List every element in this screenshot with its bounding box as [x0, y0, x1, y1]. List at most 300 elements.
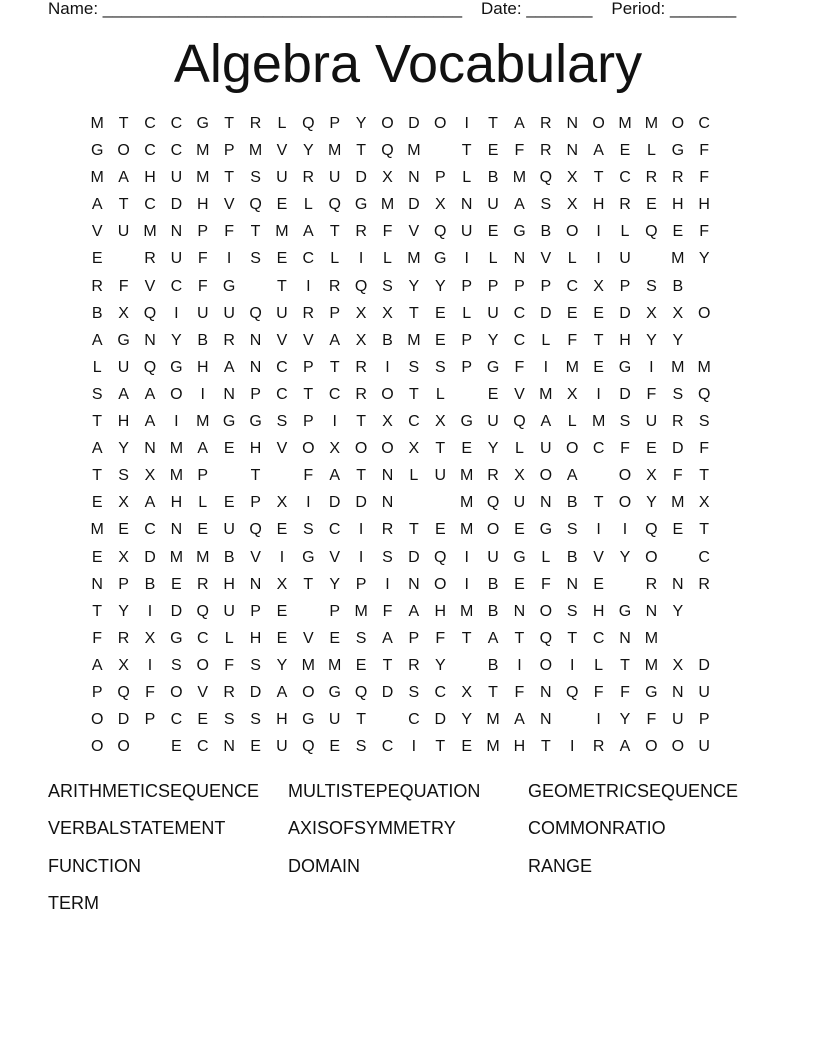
grid-letter[interactable]: O: [592, 115, 605, 132]
grid-letter[interactable]: E: [487, 223, 499, 241]
grid-letter[interactable]: N: [170, 223, 183, 241]
grid-letter[interactable]: T: [435, 738, 446, 756]
grid-letter[interactable]: E: [461, 738, 472, 756]
grid-letter[interactable]: S: [91, 385, 103, 403]
grid-letter[interactable]: F: [118, 277, 129, 295]
grid-letter[interactable]: E: [171, 738, 182, 756]
grid-letter[interactable]: Q: [434, 548, 447, 566]
grid-letter[interactable]: X: [276, 575, 288, 593]
grid-letter[interactable]: N: [460, 196, 473, 214]
grid-letter[interactable]: S: [223, 711, 235, 729]
grid-letter[interactable]: A: [514, 196, 525, 214]
grid-letter[interactable]: T: [567, 629, 578, 647]
grid-letter[interactable]: M: [90, 169, 104, 187]
grid-letter[interactable]: H: [672, 196, 684, 214]
grid-letter[interactable]: V: [302, 331, 314, 349]
grid-letter[interactable]: O: [381, 115, 394, 132]
grid-letter[interactable]: E: [434, 521, 446, 539]
grid-letter[interactable]: I: [147, 656, 153, 674]
grid-letter[interactable]: I: [306, 277, 311, 295]
grid-letter[interactable]: S: [250, 250, 261, 268]
grid-letter[interactable]: F: [197, 250, 208, 268]
grid-letter[interactable]: U: [698, 738, 710, 756]
grid-letter[interactable]: X: [329, 440, 341, 458]
grid-letter[interactable]: R: [487, 467, 499, 485]
grid-letter[interactable]: N: [540, 494, 552, 512]
grid-letter[interactable]: I: [385, 575, 390, 593]
grid-letter[interactable]: Q: [539, 169, 553, 187]
grid-letter[interactable]: Y: [646, 331, 657, 349]
grid-letter[interactable]: X: [355, 304, 367, 322]
grid-letter[interactable]: P: [698, 711, 710, 729]
grid-letter[interactable]: T: [329, 223, 340, 241]
grid-letter[interactable]: [717, 354, 743, 381]
grid-letter[interactable]: [717, 489, 743, 516]
grid-letter[interactable]: I: [570, 656, 575, 674]
grid-letter[interactable]: R: [672, 169, 684, 187]
grid-letter[interactable]: S: [171, 656, 182, 674]
grid-letter[interactable]: T: [461, 142, 472, 160]
grid-letter[interactable]: P: [329, 115, 341, 132]
grid-letter[interactable]: C: [302, 250, 315, 268]
grid-letter[interactable]: B: [540, 223, 552, 241]
grid-letter[interactable]: G: [618, 358, 632, 376]
grid-letter[interactable]: E: [223, 494, 235, 512]
grid-letter[interactable]: T: [593, 331, 604, 349]
grid-letter[interactable]: G: [90, 142, 104, 160]
grid-letter[interactable]: A: [91, 331, 103, 349]
grid-letter[interactable]: Y: [408, 277, 420, 295]
grid-letter[interactable]: H: [698, 196, 710, 214]
grid-letter[interactable]: L: [620, 223, 630, 241]
grid-letter[interactable]: B: [487, 656, 499, 674]
grid-letter[interactable]: [717, 462, 743, 489]
grid-letter[interactable]: D: [355, 494, 367, 512]
grid-letter[interactable]: T: [408, 521, 419, 539]
grid-letter[interactable]: L: [646, 142, 656, 160]
grid-letter[interactable]: R: [355, 223, 367, 241]
grid-letter[interactable]: [295, 598, 321, 625]
grid-letter[interactable]: [717, 571, 743, 598]
grid-letter[interactable]: D: [540, 304, 552, 322]
grid-letter[interactable]: C: [698, 115, 710, 132]
grid-letter[interactable]: T: [514, 629, 525, 647]
grid-letter[interactable]: U: [328, 169, 341, 187]
grid-letter[interactable]: N: [566, 115, 578, 132]
grid-letter[interactable]: A: [408, 602, 420, 620]
grid-letter[interactable]: Y: [118, 602, 129, 620]
grid-letter[interactable]: Q: [513, 413, 526, 431]
grid-letter[interactable]: Y: [487, 440, 499, 458]
grid-letter[interactable]: S: [382, 277, 393, 295]
grid-letter[interactable]: E: [646, 196, 657, 214]
grid-letter[interactable]: O: [618, 467, 632, 485]
grid-letter[interactable]: S: [118, 467, 129, 485]
grid-letter[interactable]: X: [672, 656, 684, 674]
grid-letter[interactable]: V: [593, 548, 604, 566]
grid-letter[interactable]: Q: [249, 304, 262, 322]
grid-letter[interactable]: N: [249, 575, 262, 593]
grid-letter[interactable]: T: [699, 521, 710, 539]
grid-letter[interactable]: G: [645, 683, 658, 701]
grid-letter[interactable]: [691, 273, 717, 300]
grid-letter[interactable]: F: [699, 169, 710, 187]
grid-letter[interactable]: Q: [354, 277, 368, 295]
grid-letter[interactable]: P: [461, 277, 472, 295]
grid-letter[interactable]: D: [144, 548, 156, 566]
grid-letter[interactable]: Y: [118, 440, 129, 458]
grid-letter[interactable]: M: [512, 169, 527, 187]
grid-letter[interactable]: N: [144, 440, 156, 458]
grid-letter[interactable]: F: [92, 629, 103, 647]
grid-letter[interactable]: B: [382, 331, 393, 349]
grid-letter[interactable]: D: [249, 683, 262, 701]
grid-letter[interactable]: N: [513, 602, 526, 620]
grid-letter[interactable]: T: [356, 413, 366, 431]
grid-letter[interactable]: E: [355, 656, 367, 674]
grid-letter[interactable]: B: [487, 575, 499, 593]
grid-letter[interactable]: Q: [117, 683, 130, 701]
grid-letter[interactable]: E: [329, 738, 341, 756]
grid-letter[interactable]: H: [249, 629, 262, 647]
grid-letter[interactable]: G: [434, 250, 447, 268]
grid-letter[interactable]: E: [118, 521, 129, 539]
grid-letter[interactable]: X: [382, 413, 393, 431]
grid-letter[interactable]: E: [276, 629, 288, 647]
grid-letter[interactable]: A: [223, 358, 235, 376]
grid-letter[interactable]: R: [223, 331, 235, 349]
grid-letter[interactable]: M: [486, 711, 500, 729]
grid-letter[interactable]: X: [461, 683, 472, 701]
grid-letter[interactable]: A: [144, 413, 156, 431]
grid-letter[interactable]: M: [169, 548, 184, 566]
grid-letter[interactable]: P: [302, 358, 314, 376]
grid-letter[interactable]: [216, 462, 242, 489]
grid-letter[interactable]: A: [566, 467, 578, 485]
grid-letter[interactable]: X: [118, 548, 129, 566]
grid-letter[interactable]: O: [671, 738, 685, 756]
grid-letter[interactable]: U: [328, 711, 341, 729]
grid-letter[interactable]: U: [487, 548, 499, 566]
grid-letter[interactable]: V: [276, 440, 288, 458]
grid-letter[interactable]: O: [671, 115, 685, 132]
grid-letter[interactable]: M: [618, 115, 632, 132]
grid-letter[interactable]: I: [332, 413, 337, 431]
grid-letter[interactable]: I: [358, 250, 364, 268]
grid-letter[interactable]: T: [408, 304, 419, 322]
grid-letter[interactable]: [374, 706, 400, 733]
grid-letter[interactable]: P: [487, 277, 499, 295]
grid-letter[interactable]: L: [224, 629, 234, 647]
grid-letter[interactable]: V: [302, 629, 314, 647]
grid-letter[interactable]: [717, 435, 743, 462]
grid-letter[interactable]: P: [408, 629, 420, 647]
grid-letter[interactable]: A: [329, 331, 341, 349]
grid-letter[interactable]: C: [196, 738, 209, 756]
grid-letter[interactable]: G: [117, 331, 130, 349]
grid-letter[interactable]: D: [698, 656, 710, 674]
grid-letter[interactable]: E: [593, 358, 604, 376]
grid-letter[interactable]: F: [699, 142, 710, 160]
grid-letter[interactable]: X: [382, 304, 393, 322]
grid-letter[interactable]: E: [461, 440, 472, 458]
grid-letter[interactable]: X: [593, 277, 604, 295]
grid-letter[interactable]: C: [170, 115, 183, 132]
grid-letter[interactable]: T: [620, 656, 630, 674]
grid-letter[interactable]: V: [329, 548, 341, 566]
grid-letter[interactable]: T: [408, 385, 419, 403]
grid-letter[interactable]: G: [328, 683, 341, 701]
grid-letter[interactable]: [717, 191, 743, 218]
grid-letter[interactable]: F: [672, 467, 683, 485]
grid-letter[interactable]: O: [302, 683, 315, 701]
grid-letter[interactable]: M: [90, 115, 104, 132]
grid-letter[interactable]: [453, 652, 479, 679]
grid-letter[interactable]: N: [619, 629, 631, 647]
grid-letter[interactable]: B: [144, 575, 156, 593]
grid-letter[interactable]: Q: [249, 196, 262, 214]
grid-letter[interactable]: H: [117, 413, 130, 431]
grid-letter[interactable]: Q: [328, 196, 341, 214]
grid-letter[interactable]: E: [91, 548, 103, 566]
grid-letter[interactable]: N: [540, 683, 552, 701]
grid-letter[interactable]: M: [354, 602, 368, 620]
grid-letter[interactable]: R: [408, 656, 420, 674]
grid-letter[interactable]: B: [487, 169, 499, 187]
grid-letter[interactable]: D: [408, 115, 420, 132]
grid-letter[interactable]: B: [91, 304, 103, 322]
grid-letter[interactable]: U: [434, 467, 447, 485]
grid-letter[interactable]: N: [672, 575, 684, 593]
grid-letter[interactable]: L: [383, 250, 392, 268]
grid-letter[interactable]: T: [92, 467, 103, 485]
grid-letter[interactable]: U: [223, 521, 235, 539]
grid-letter[interactable]: X: [434, 196, 446, 214]
grid-letter[interactable]: T: [356, 467, 366, 485]
grid-letter[interactable]: H: [434, 602, 447, 620]
grid-letter[interactable]: H: [196, 196, 209, 214]
grid-letter[interactable]: C: [408, 711, 420, 729]
grid-letter[interactable]: I: [306, 494, 311, 512]
grid-letter[interactable]: E: [593, 304, 604, 322]
grid-letter[interactable]: N: [223, 738, 235, 756]
grid-letter[interactable]: S: [540, 196, 552, 214]
grid-letter[interactable]: X: [118, 494, 129, 512]
grid-letter[interactable]: P: [540, 277, 552, 295]
name-date-period-line[interactable]: Name: ______________________________________ Date: _______ Period: _______: [48, 0, 737, 18]
grid-letter[interactable]: O: [645, 548, 658, 566]
grid-letter[interactable]: D: [355, 169, 367, 187]
grid-letter[interactable]: N: [513, 250, 526, 268]
grid-letter[interactable]: N: [566, 575, 578, 593]
grid-letter[interactable]: Q: [302, 115, 315, 132]
grid-letter[interactable]: Q: [434, 223, 447, 241]
grid-letter[interactable]: G: [671, 142, 685, 160]
grid-letter[interactable]: X: [672, 304, 684, 322]
grid-letter[interactable]: S: [250, 169, 261, 187]
grid-letter[interactable]: H: [276, 711, 288, 729]
grid-letter[interactable]: C: [513, 304, 526, 322]
grid-letter[interactable]: A: [514, 711, 525, 729]
grid-letter[interactable]: M: [275, 223, 289, 241]
grid-letter[interactable]: F: [514, 142, 525, 160]
grid-letter[interactable]: M: [539, 385, 553, 403]
grid-letter[interactable]: U: [698, 683, 710, 701]
grid-letter[interactable]: D: [672, 440, 684, 458]
grid-letter[interactable]: E: [487, 385, 499, 403]
grid-letter[interactable]: B: [566, 494, 578, 512]
grid-letter[interactable]: T: [382, 656, 393, 674]
grid-letter[interactable]: O: [539, 467, 553, 485]
grid-letter[interactable]: P: [144, 711, 156, 729]
grid-letter[interactable]: F: [224, 223, 235, 241]
grid-letter[interactable]: C: [170, 142, 183, 160]
grid-letter[interactable]: D: [619, 385, 631, 403]
grid-letter[interactable]: U: [487, 196, 499, 214]
grid-letter[interactable]: L: [488, 250, 498, 268]
grid-letter[interactable]: E: [276, 196, 288, 214]
grid-letter[interactable]: Y: [619, 711, 631, 729]
grid-letter[interactable]: A: [540, 413, 552, 431]
grid-letter[interactable]: H: [249, 440, 262, 458]
grid-letter[interactable]: F: [646, 711, 657, 729]
grid-letter[interactable]: A: [276, 683, 288, 701]
grid-letter[interactable]: N: [381, 467, 394, 485]
grid-letter[interactable]: [585, 462, 611, 489]
grid-letter[interactable]: M: [196, 548, 210, 566]
grid-letter[interactable]: G: [618, 602, 632, 620]
grid-letter[interactable]: Q: [645, 223, 658, 241]
grid-letter[interactable]: Y: [276, 656, 288, 674]
grid-letter[interactable]: N: [566, 142, 578, 160]
grid-letter[interactable]: U: [619, 250, 631, 268]
grid-letter[interactable]: M: [591, 413, 606, 431]
grid-letter[interactable]: U: [672, 711, 684, 729]
grid-letter[interactable]: O: [117, 738, 130, 756]
grid-letter[interactable]: I: [385, 358, 390, 376]
grid-letter[interactable]: T: [277, 277, 287, 295]
grid-letter[interactable]: V: [250, 548, 261, 566]
grid-letter[interactable]: P: [197, 467, 209, 485]
grid-letter[interactable]: U: [276, 304, 288, 322]
grid-letter[interactable]: D: [619, 304, 631, 322]
grid-letter[interactable]: I: [596, 521, 601, 539]
grid-letter[interactable]: O: [434, 575, 447, 593]
grid-letter[interactable]: I: [174, 304, 179, 322]
grid-letter[interactable]: M: [169, 467, 184, 485]
grid-letter[interactable]: L: [594, 656, 604, 674]
grid-letter[interactable]: R: [91, 277, 103, 295]
grid-letter[interactable]: O: [566, 223, 579, 241]
grid-letter[interactable]: E: [223, 440, 235, 458]
grid-letter[interactable]: I: [200, 385, 205, 403]
grid-letter[interactable]: [453, 381, 479, 408]
grid-letter[interactable]: L: [277, 115, 287, 132]
grid-letter[interactable]: H: [170, 494, 183, 512]
grid-letter[interactable]: A: [144, 385, 156, 403]
grid-letter[interactable]: G: [486, 358, 500, 376]
grid-letter[interactable]: C: [170, 711, 183, 729]
grid-letter[interactable]: U: [513, 494, 526, 512]
grid-letter[interactable]: U: [117, 223, 130, 241]
grid-letter[interactable]: S: [250, 711, 261, 729]
grid-letter[interactable]: S: [355, 629, 367, 647]
grid-letter[interactable]: I: [279, 548, 285, 566]
grid-letter[interactable]: Q: [486, 494, 500, 512]
grid-letter[interactable]: T: [488, 115, 498, 132]
grid-letter[interactable]: G: [302, 548, 315, 566]
grid-letter[interactable]: R: [540, 142, 552, 160]
grid-letter[interactable]: V: [276, 142, 288, 160]
grid-letter[interactable]: C: [408, 413, 420, 431]
grid-letter[interactable]: T: [356, 711, 366, 729]
grid-letter[interactable]: N: [249, 331, 262, 349]
grid-letter[interactable]: Q: [143, 358, 157, 376]
grid-letter[interactable]: E: [514, 521, 525, 539]
grid-letter[interactable]: R: [592, 738, 605, 756]
grid-letter[interactable]: D: [117, 711, 130, 729]
grid-letter[interactable]: [717, 544, 743, 571]
grid-letter[interactable]: [717, 137, 743, 164]
grid-letter[interactable]: O: [434, 115, 447, 132]
grid-letter[interactable]: [665, 544, 691, 571]
grid-letter[interactable]: M: [380, 196, 395, 214]
grid-letter[interactable]: A: [197, 440, 209, 458]
grid-letter[interactable]: E: [514, 575, 525, 593]
grid-letter[interactable]: P: [461, 331, 472, 349]
grid-letter[interactable]: S: [646, 277, 657, 295]
grid-letter[interactable]: U: [276, 738, 288, 756]
grid-letter[interactable]: C: [144, 521, 156, 539]
grid-letter[interactable]: O: [697, 304, 711, 322]
grid-letter[interactable]: L: [541, 548, 551, 566]
grid-letter[interactable]: R: [223, 683, 235, 701]
grid-letter[interactable]: M: [407, 250, 421, 268]
grid-letter[interactable]: L: [92, 358, 102, 376]
grid-letter[interactable]: Q: [249, 521, 262, 539]
grid-letter[interactable]: Q: [697, 385, 711, 403]
grid-letter[interactable]: F: [567, 331, 578, 349]
grid-letter[interactable]: F: [593, 683, 604, 701]
grid-letter[interactable]: S: [698, 413, 710, 431]
grid-letter[interactable]: X: [566, 169, 578, 187]
grid-letter[interactable]: Q: [539, 629, 553, 647]
grid-letter[interactable]: H: [592, 196, 605, 214]
grid-letter[interactable]: M: [301, 656, 315, 674]
grid-letter[interactable]: A: [91, 656, 103, 674]
grid-letter[interactable]: S: [434, 358, 446, 376]
grid-letter[interactable]: E: [171, 575, 182, 593]
grid-letter[interactable]: R: [117, 629, 130, 647]
grid-letter[interactable]: I: [517, 656, 522, 674]
grid-letter[interactable]: E: [276, 521, 288, 539]
grid-letter[interactable]: L: [435, 385, 445, 403]
grid-letter[interactable]: H: [513, 738, 526, 756]
grid-letter[interactable]: C: [276, 358, 288, 376]
grid-letter[interactable]: [691, 625, 717, 652]
grid-letter[interactable]: X: [566, 385, 578, 403]
grid-letter[interactable]: [717, 218, 743, 245]
grid-letter[interactable]: A: [619, 738, 631, 756]
grid-letter[interactable]: O: [170, 683, 183, 701]
grid-letter[interactable]: [717, 652, 743, 679]
grid-letter[interactable]: M: [407, 142, 421, 160]
grid-letter[interactable]: Y: [355, 115, 367, 132]
grid-letter[interactable]: [269, 462, 295, 489]
grid-letter[interactable]: C: [328, 385, 341, 403]
grid-letter[interactable]: P: [250, 494, 261, 512]
grid-letter[interactable]: E: [434, 331, 446, 349]
